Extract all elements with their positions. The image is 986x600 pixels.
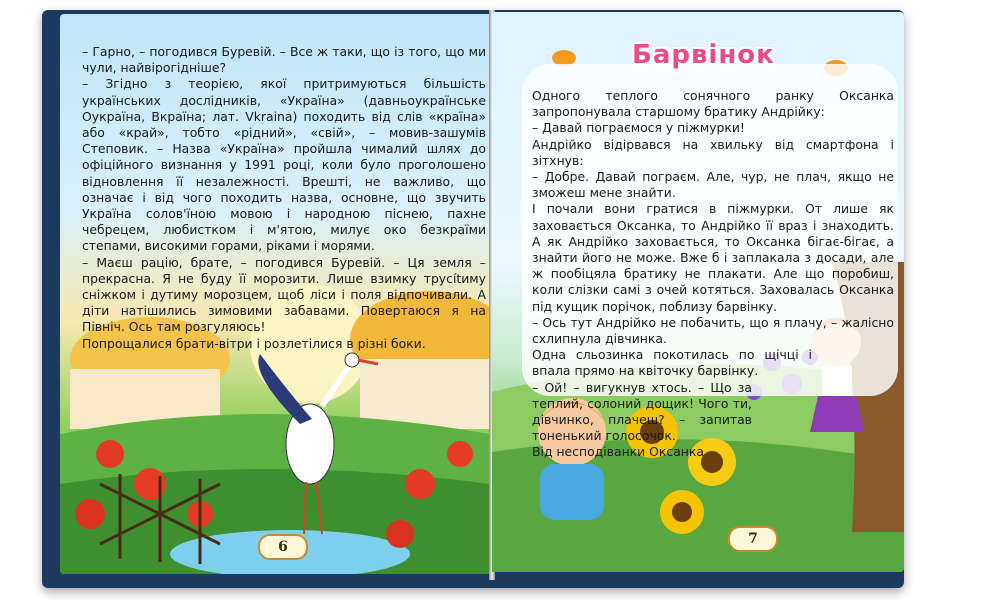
open-book [42,10,904,588]
page-number-right: 7 [728,526,778,552]
story-title: Барвінок [632,40,775,70]
right-paragraph: – Ой! – вигукнув хтось. – Що за теплий, солоний дощик! Чого ти, дівчинко, плачеш? – запитав тоненький голосочок. [532,379,752,444]
right-paragraph: І почали вони гратися в піжмурки. От лише як заховається Оксанка, то Андрійко її враз і знаходить. А як Андрійко заховається, то Оксанка бігає-бігає, а знайти його не може. Вже б і заплакала з досади, але ж пообіцяла братику не плакати. Але що поробиш, коли слізки самі з очей котяться. Заховалась Оксанка під кущик порічок, поблизу барвінку. [532,201,894,314]
right-paragraph: – Добре. Давай пограєм. Але, чур, не плач, якщо не зможеш мене знайти. [532,169,894,201]
left-paragraph: Попрощалися брати-вітри і розлетілися в різні боки. [82,335,426,351]
right-page-text [532,88,894,461]
right-paragraph: Від несподіванки Оксанка [532,444,704,460]
left-paragraph: – Згідно з теорією, якої притримуються більшість українських дослідників, «Україна» (давньоукраїнське Оукраїна, Вкраїна; лат. Vkraina) походить від слів «країна» або «край», тобто «рідний», «свій», – мовив-зашумів Степовик. – Назва «Україна» пройшла чималий шлях до офіційного визнання у 1991 році, коли було проголошено відновлення її незалежності. Врешті, не важливо, що означає і від чого походить назва, основне, що звучить Україна солов'їною мовою і народною піснею, пахне чебрецем, любистком і м'ятою, милує око безкраїми степами, високими горами, ріками і морями. [82,76,486,254]
right-paragraph: – Ось тут Андрійко не побачить, що я плачу, – жалісно схлипнула дівчинка. [532,314,894,347]
right-page [492,12,904,572]
left-paragraph: – Маєш рацію, брате, – погодився Буревій. – Ця земля – прекрасна. Я не буду її морозити. Лише взимку трусítиму сніжком і дутиму морозцем, щоб ліси і поля відпочивали. А діти натішились зимовими забавами. Повертаюся я на Північ. Ось там розгуляюсь! [82,254,486,335]
left-page [60,14,490,574]
right-paragraph: – Давай пограємося у піжмурки! [532,120,745,136]
page-number-left: 6 [258,534,308,560]
right-paragraph: Андрійко відірвався на хвильку від смартфона і зітхнув: [532,136,894,168]
left-page-text [82,44,486,352]
left-paragraph: – Гарно, – погодився Буревій. – Все ж таки, що із того, що ми чули, найвірогідніше? [82,44,486,76]
cottage-wall-right [360,359,490,429]
right-paragraph: Одного теплого сонячного ранку Оксанка запропонувала старшому братику Андрійку: [532,88,894,120]
right-paragraph: Одна сльозинка покотилась по щічці і впала прямо на квіточку барвінку. [532,347,812,379]
